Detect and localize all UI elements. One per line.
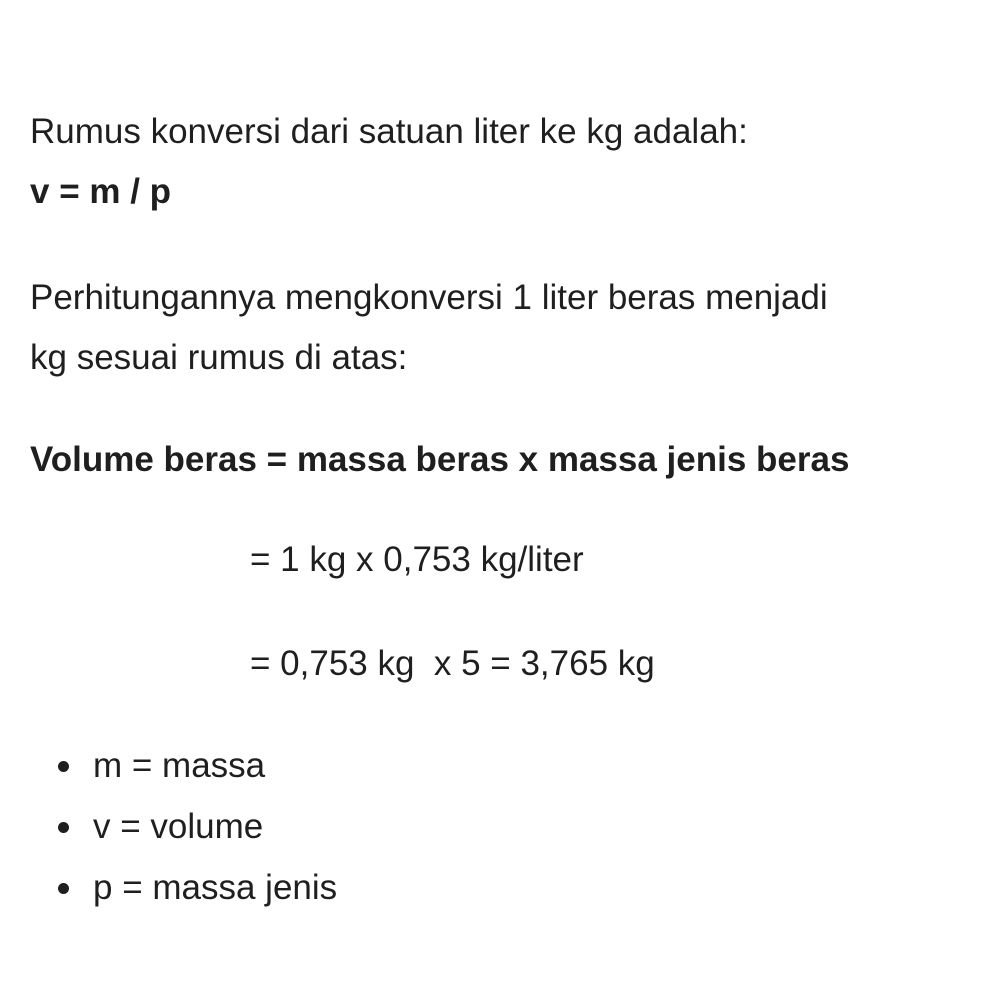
list-item <box>55 742 337 803</box>
bullet-dot-icon <box>58 883 69 894</box>
equation-heading: Volume beras = massa beras x massa jenis beras <box>30 440 850 479</box>
list-item-text: m = massa <box>93 746 266 785</box>
list-item <box>55 864 337 925</box>
bullet-dot-icon <box>58 761 69 772</box>
bullet-dot-icon <box>58 822 69 833</box>
paragraph-line-1: Perhitungannya mengkonversi 1 liter beras menjadi <box>30 278 828 317</box>
list-item-text: v = volume <box>93 807 264 846</box>
calculation-line-2: = 0,753 kg x 5 = 3,765 kg <box>250 644 655 683</box>
list-item-text: p = massa jenis <box>93 868 338 907</box>
formula-text: v = m / p <box>30 172 172 211</box>
definition-list <box>55 742 337 925</box>
paragraph-line-2: kg sesuai rumus di atas: <box>30 338 408 377</box>
list-item <box>55 803 337 864</box>
calculation-line-1: = 1 kg x 0,753 kg/liter <box>250 540 584 579</box>
intro-text: Rumus konversi dari satuan liter ke kg adalah: <box>30 112 748 151</box>
